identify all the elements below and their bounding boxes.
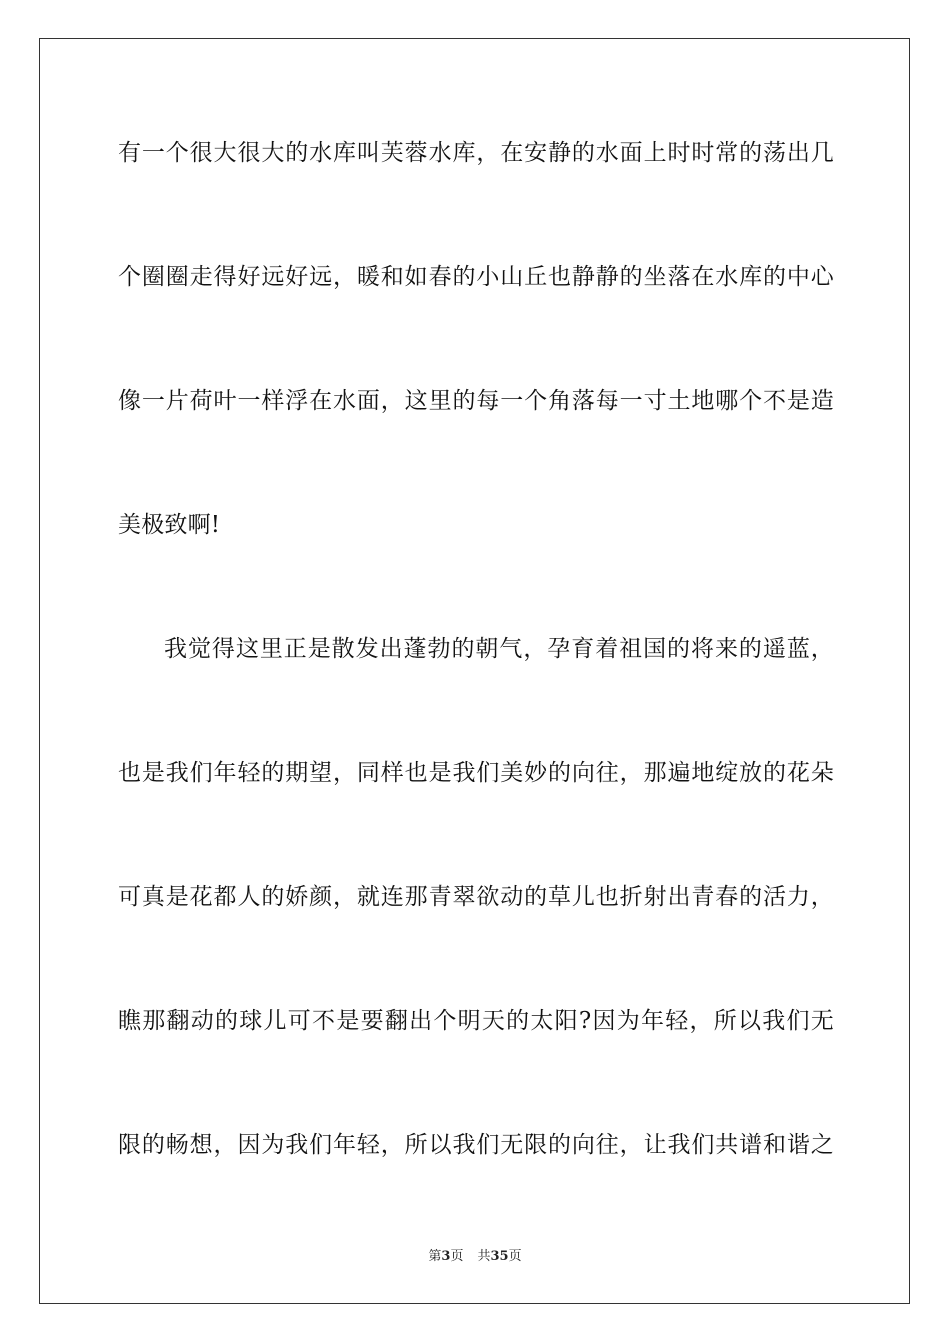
paragraph-first-line: 我觉得这里正是散发出蓬勃的朝气，孕育着祖国的将来的遥蓝， [164, 636, 834, 662]
page-indicator: 第3页 [428, 1249, 464, 1264]
body-text-line: 有一个很大很大的水库叫芙蓉水库，在安静的水面上时时常的荡出几 [118, 140, 834, 166]
body-text-line: 限的畅想，因为我们年轻，所以我们无限的向往，让我们共谱和谐之 [118, 1132, 834, 1158]
page-border [39, 38, 910, 1304]
page-footer [0, 1249, 950, 1265]
body-text-line: 可真是花都人的娇颜，就连那青翠欲动的草儿也折射出青春的活力， [118, 884, 834, 910]
body-text-line: 也是我们年轻的期望，同样也是我们美妙的向往，那遍地绽放的花朵 [118, 760, 834, 786]
total-pages-indicator: 共35页 [477, 1249, 522, 1264]
body-text-line: 个圈圈走得好远好远，暖和如春的小山丘也静静的坐落在水库的中心 [118, 264, 834, 290]
body-text-line: 瞧那翻动的球儿可不是要翻出个明天的太阳?因为年轻，所以我们无 [118, 1008, 834, 1034]
body-text-line: 像一片荷叶一样浮在水面，这里的每一个角落每一寸土地哪个不是造 [118, 388, 834, 414]
body-text-line: 美极致啊! [118, 512, 221, 538]
